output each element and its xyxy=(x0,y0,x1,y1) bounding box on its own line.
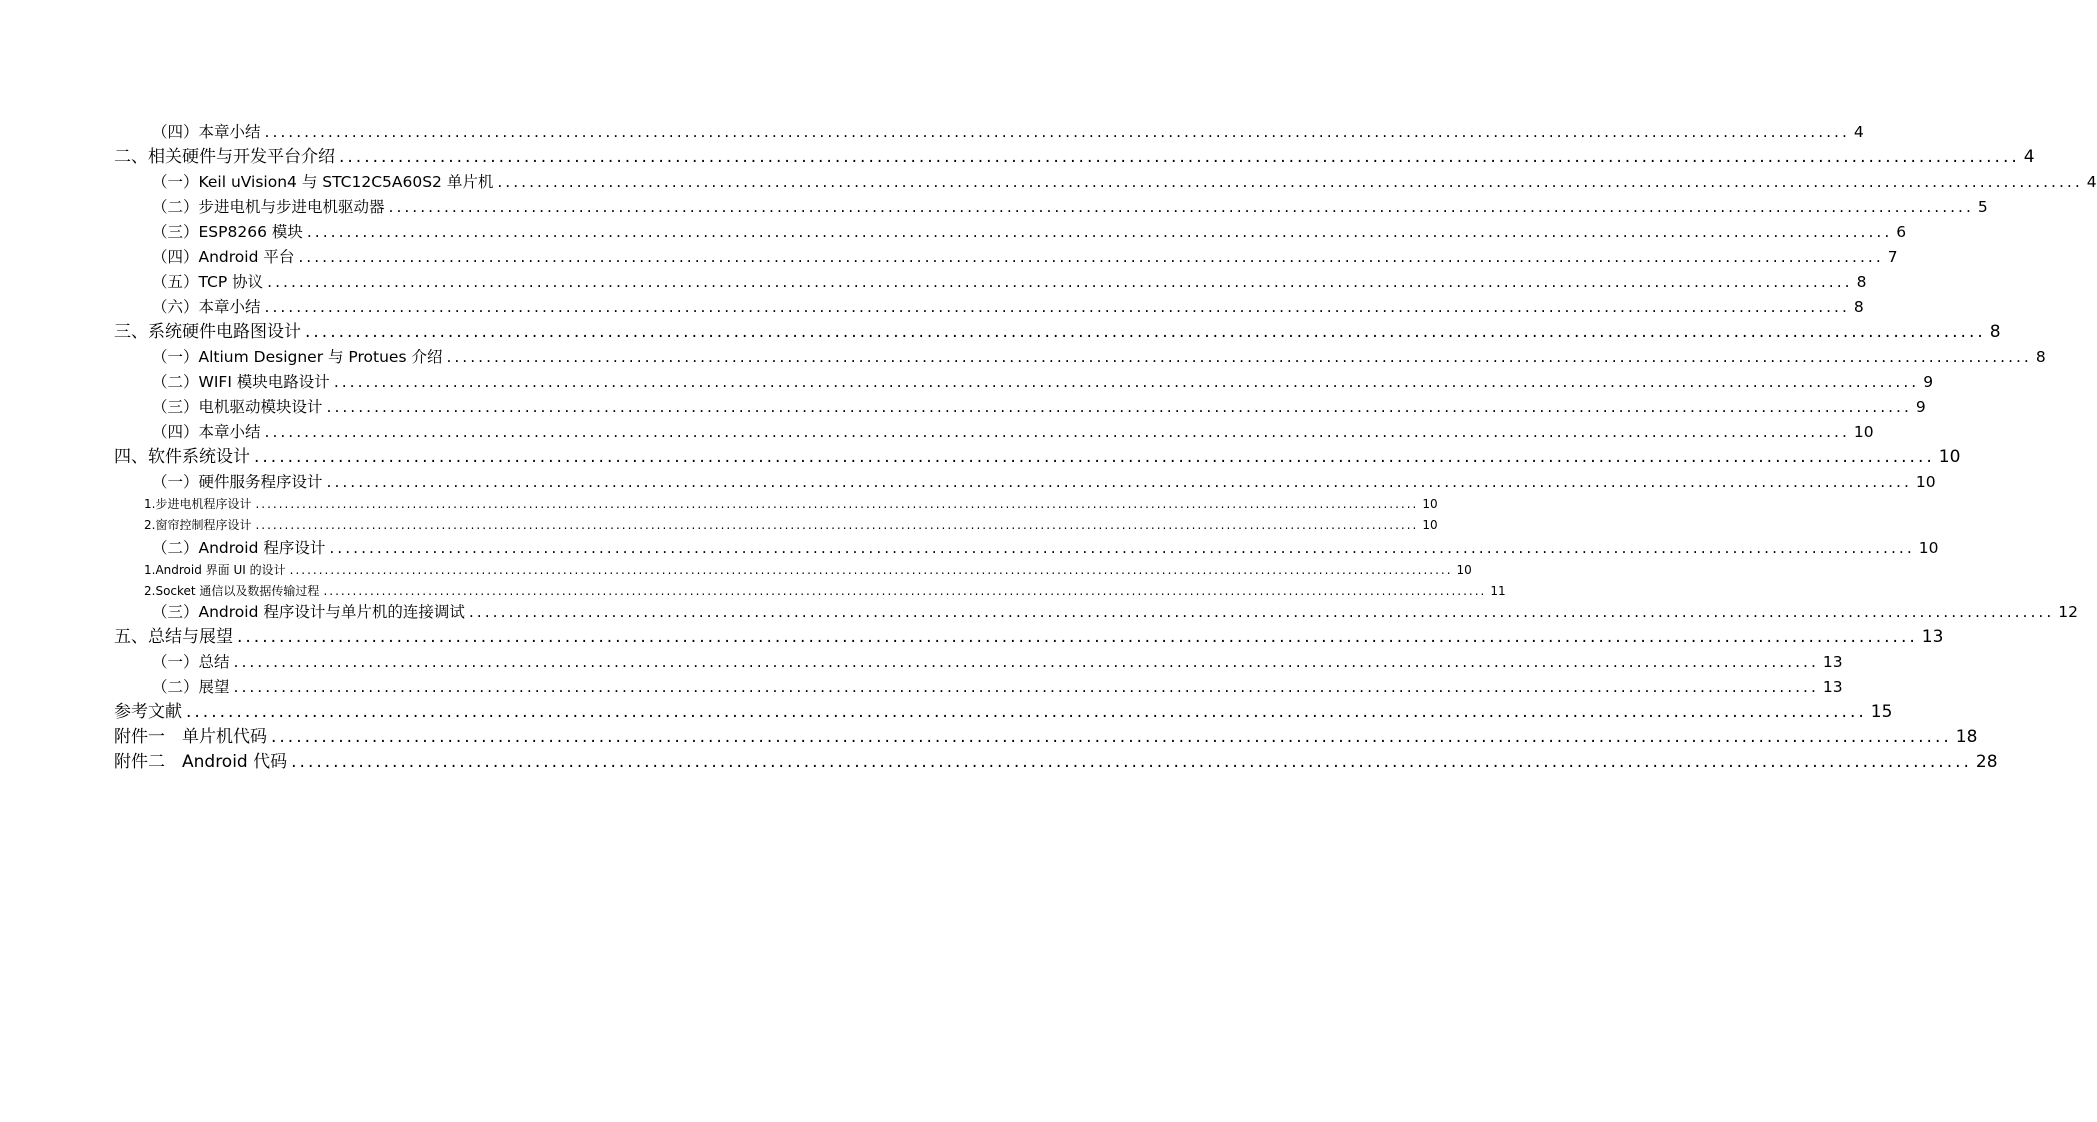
toc-entry[interactable] xyxy=(152,270,1867,295)
toc-entry-page-number: 15 xyxy=(1870,702,1893,722)
toc-dot-leader: ........................................................................................................................................................................................................ xyxy=(233,678,1819,696)
toc-entry-label: 参考文献 xyxy=(114,702,182,722)
toc-entry-page-number: 10 xyxy=(1938,447,1961,467)
toc-dot-leader: ........................................................................................................................................................................................................ xyxy=(323,584,1487,598)
toc-entry-page-number: 10 xyxy=(1915,473,1936,491)
toc-entry[interactable] xyxy=(152,170,2097,195)
toc-entry[interactable] xyxy=(152,345,2046,370)
toc-entry-page-number: 5 xyxy=(1977,198,1988,216)
toc-entry[interactable] xyxy=(144,515,1438,536)
toc-dot-leader: ........................................................................................................................................................................................................ xyxy=(233,653,1819,671)
toc-entry-page-number: 10 xyxy=(1422,497,1438,511)
toc-entry[interactable] xyxy=(152,470,1936,495)
toc-dot-leader: ........................................................................................................................................................................................................ xyxy=(267,273,1853,291)
toc-dot-leader: ........................................................................................................................................................................................................ xyxy=(305,322,1986,342)
toc-entry-label: 2.Socket 通信以及数据传输过程 xyxy=(144,584,320,598)
toc-dot-leader: ........................................................................................................................................................................................................ xyxy=(264,123,1850,141)
toc-entry-label: 2.窗帘控制程序设计 xyxy=(144,518,252,532)
toc-dot-leader: ........................................................................................................................................................................................................ xyxy=(306,223,1893,241)
toc-entry[interactable] xyxy=(114,750,1998,775)
toc-entry[interactable] xyxy=(152,370,1934,395)
toc-entry-page-number: 4 xyxy=(2023,147,2035,167)
toc-entry-page-number: 9 xyxy=(1915,398,1926,416)
toc-entry-page-number: 8 xyxy=(2035,348,2046,366)
toc-entry-page-number: 28 xyxy=(1975,752,1998,772)
toc-entry-label: （二）Android 程序设计 xyxy=(152,539,326,557)
toc-entry[interactable] xyxy=(152,395,1926,420)
toc-entry-label: （四）本章小结 xyxy=(152,423,261,441)
toc-entry-label: （四）本章小结 xyxy=(152,123,261,141)
toc-entry-label: （三）电机驱动模块设计 xyxy=(152,398,323,416)
toc-entry-page-number: 4 xyxy=(1853,123,1864,141)
toc-entry-page-number: 7 xyxy=(1887,248,1898,266)
toc-entry-page-number: 10 xyxy=(1456,563,1472,577)
toc-entry[interactable] xyxy=(114,145,2035,170)
toc-entry-page-number: 10 xyxy=(1918,539,1939,557)
toc-entry-label: 二、相关硬件与开发平台介绍 xyxy=(114,147,335,167)
toc-entry-page-number: 9 xyxy=(1923,373,1934,391)
toc-dot-leader: ........................................................................................................................................................................................................ xyxy=(446,348,2032,366)
toc-dot-leader: ........................................................................................................................................................................................................ xyxy=(329,539,1915,557)
toc-entry-page-number: 13 xyxy=(1822,653,1843,671)
toc-entry[interactable] xyxy=(152,650,1843,675)
toc-dot-leader: ........................................................................................................................................................................................................ xyxy=(468,603,2055,621)
toc-entry[interactable] xyxy=(152,600,2078,625)
toc-entry[interactable] xyxy=(114,725,1978,750)
toc-dot-leader: ........................................................................................................................................................................................................ xyxy=(388,198,1974,216)
toc-dot-leader: ........................................................................................................................................................................................................ xyxy=(264,423,1850,441)
toc-dot-leader: ........................................................................................................................................................................................................ xyxy=(326,398,1912,416)
toc-entry-label: （二）展望 xyxy=(152,678,230,696)
toc-entry-page-number: 10 xyxy=(1422,518,1438,532)
toc-dot-leader: ........................................................................................................................................................................................................ xyxy=(271,727,1952,747)
toc-entry-label: （四）Android 平台 xyxy=(152,248,295,266)
toc-dot-leader: ........................................................................................................................................................................................................ xyxy=(339,147,2020,167)
toc-entry-page-number: 11 xyxy=(1490,584,1506,598)
toc-entry-label: （一）硬件服务程序设计 xyxy=(152,473,323,491)
toc-dot-leader: ........................................................................................................................................................................................................ xyxy=(186,702,1867,722)
toc-entry[interactable] xyxy=(144,581,1506,602)
toc-entry-page-number: 13 xyxy=(1921,627,1944,647)
toc-entry[interactable] xyxy=(152,120,1864,145)
toc-entry[interactable] xyxy=(144,494,1438,515)
toc-entry[interactable] xyxy=(152,245,1898,270)
toc-entry[interactable] xyxy=(114,445,1961,470)
toc-entry-label: 五、总结与展望 xyxy=(114,627,233,647)
toc-entry-label: 附件二 Android 代码 xyxy=(114,752,288,772)
toc-entry-label: （一）Keil uVision4 与 STC12C5A60S2 单片机 xyxy=(152,173,494,191)
toc-dot-leader: ........................................................................................................................................................................................................ xyxy=(254,447,1935,467)
toc-entry-label: （二）WIFI 模块电路设计 xyxy=(152,373,330,391)
toc-entry-label: （二）步进电机与步进电机驱动器 xyxy=(152,198,385,216)
toc-entry-page-number: 6 xyxy=(1896,223,1907,241)
toc-entry-label: 四、软件系统设计 xyxy=(114,447,250,467)
toc-entry[interactable] xyxy=(152,195,1988,220)
toc-entry-label: 1.Android 界面 UI 的设计 xyxy=(144,563,286,577)
toc-entry-page-number: 8 xyxy=(1853,298,1864,316)
toc-dot-leader: ........................................................................................................................................................................................................ xyxy=(333,373,1920,391)
toc-entry[interactable] xyxy=(114,700,1893,725)
toc-dot-leader: ........................................................................................................................................................................................................ xyxy=(497,173,2083,191)
toc-entry-label: （一）Altium Designer 与 Protues 介绍 xyxy=(152,348,443,366)
toc-entry-label: 1.步进电机程序设计 xyxy=(144,497,252,511)
toc-entry-label: 附件一 单片机代码 xyxy=(114,727,267,747)
toc-dot-leader: ........................................................................................................................................................................................................ xyxy=(289,563,1453,577)
toc-entry-label: （三）Android 程序设计与单片机的连接调试 xyxy=(152,603,465,621)
toc-entry-page-number: 4 xyxy=(2086,173,2097,191)
toc-entry[interactable] xyxy=(152,220,1907,245)
toc-dot-leader: ........................................................................................................................................................................................................ xyxy=(291,752,1972,772)
toc-entry[interactable] xyxy=(144,560,1472,581)
toc-entry-label: （五）TCP 协议 xyxy=(152,273,264,291)
toc-entry-page-number: 13 xyxy=(1822,678,1843,696)
toc-entry-page-number: 12 xyxy=(2058,603,2078,621)
toc-entry[interactable] xyxy=(152,675,1843,700)
toc-entry-label: （三）ESP8266 模块 xyxy=(152,223,303,241)
toc-entry-label: （一）总结 xyxy=(152,653,230,671)
toc-entry-page-number: 8 xyxy=(1856,273,1867,291)
toc-dot-leader: ........................................................................................................................................................................................................ xyxy=(255,518,1419,532)
toc-entry[interactable] xyxy=(152,420,1874,445)
toc-dot-leader: ........................................................................................................................................................................................................ xyxy=(237,627,1918,647)
toc-dot-leader: ........................................................................................................................................................................................................ xyxy=(298,248,1884,266)
toc-entry[interactable] xyxy=(152,295,1864,320)
toc-dot-leader: ........................................................................................................................................................................................................ xyxy=(326,473,1912,491)
toc-entry[interactable] xyxy=(152,536,1939,561)
toc-entry[interactable] xyxy=(114,320,2001,345)
toc-dot-leader: ........................................................................................................................................................................................................ xyxy=(264,298,1850,316)
toc-entry-page-number: 18 xyxy=(1955,727,1978,747)
toc-entry-label: 三、系统硬件电路图设计 xyxy=(114,322,301,342)
toc-entry[interactable] xyxy=(114,625,1944,650)
toc-entry-label: （六）本章小结 xyxy=(152,298,261,316)
toc-dot-leader: ........................................................................................................................................................................................................ xyxy=(255,497,1419,511)
toc-entry-page-number: 8 xyxy=(1989,322,2001,342)
toc-entry-page-number: 10 xyxy=(1853,423,1874,441)
